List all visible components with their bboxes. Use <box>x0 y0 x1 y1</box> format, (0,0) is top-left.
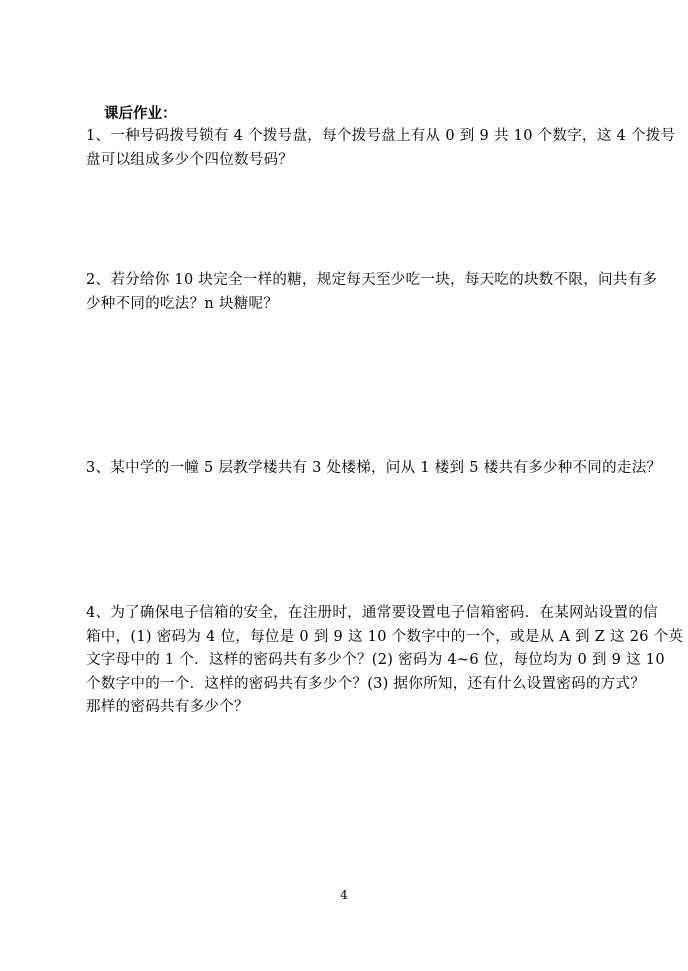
problem-3 <box>86 457 662 481</box>
problem-1-line-2: 盘可以组成多少个四位数号码？ <box>86 151 294 168</box>
problem-4-line-4: 个数字中的一个．这样的密码共有多少个？(3) 据你所知，还有什么设置密码的方式？ <box>86 675 646 692</box>
problem-4-line-3: 文字母中的 1 个．这样的密码共有多少个？(2) 密码为 4~6 位，每位均为 0 到 9 这 10 <box>86 652 665 668</box>
problem-4 <box>86 602 684 720</box>
problem-4-line-1: 4、为了确保电子信箱的安全，在注册时，通常要设置电子信箱密码．在某网站设置的信 <box>86 605 658 621</box>
problem-4-line-5: 那样的密码共有多少个？ <box>86 699 249 715</box>
problem-4-line-2: 箱中，(1) 密码为 4 位，每位是 0 到 9 这 10 个数字中的一个，或是从 A 到 Z 这 26 个英 <box>86 628 684 645</box>
homework-heading: 课后作业： <box>104 105 177 122</box>
page-number: 4 <box>340 888 348 902</box>
problem-2 <box>86 269 658 316</box>
problem-3-line-1: 3、某中学的一幢 5 层教学楼共有 3 处楼梯，问从 1 楼到 5 楼共有多少种不同的走法？ <box>86 460 662 476</box>
problem-1 <box>86 125 676 172</box>
problem-1-line-1: 1、一种号码拨号锁有 4 个拨号盘，每个拨号盘上有从 0 到 9 共 10 个数字，这 4 个拨号 <box>86 128 676 144</box>
problem-2-line-1: 2、若分给你 10 块完全一样的糖，规定每天至少吃一块，每天吃的块数不限，问共有多 <box>86 272 658 288</box>
problem-2-line-2: 少种不同的吃法？n 块糖呢？ <box>86 295 279 312</box>
